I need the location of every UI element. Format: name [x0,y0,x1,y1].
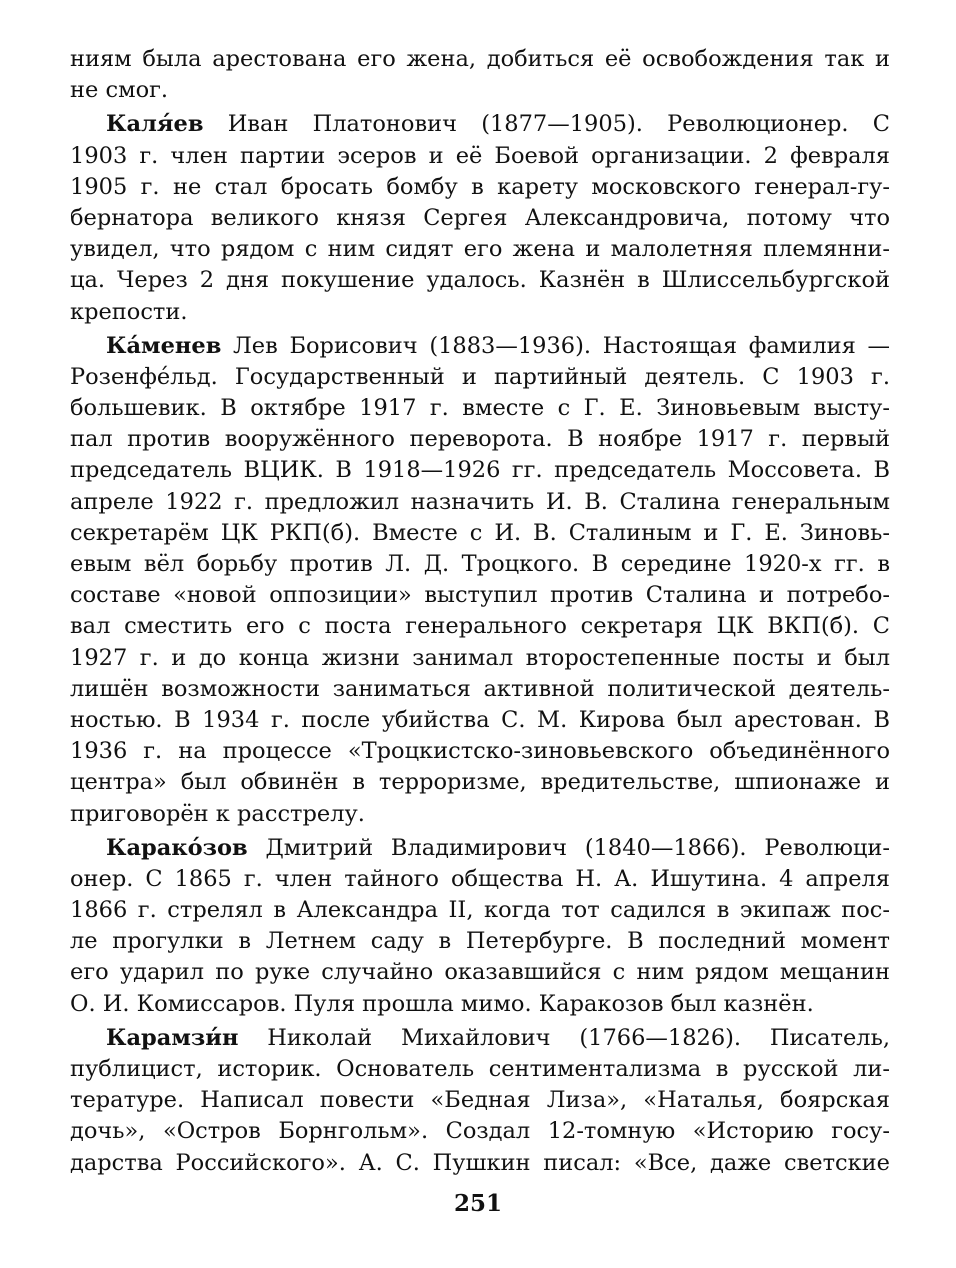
text-line: ниям была арестована его жена, добиться её освобождения так и [70,46,890,72]
entry-karakozov [70,833,890,1020]
text-line: 1927 г. и до конца жизни занимал второстепенные посты и был [70,644,890,671]
text-line: составе «новой оппозиции» выступил против Сталина и потребо- [70,582,890,609]
entry-headword: Карако́зов [106,834,248,861]
text-line: тературе. Написал повести «Бедная Лиза», «Наталья, боярская [70,1087,890,1114]
entry-kamenev [70,331,890,830]
text-line: центра» был обвинён в терроризме, вредительстве, шпионаже и [70,769,890,796]
text-line: онер. С 1865 г. член тайного общества Н. А. Ишутина. 4 апреля [70,865,890,892]
text-line: дарства Российского». А. С. Пушкин писал: «Все, даже светские [70,1149,890,1176]
text-block [70,44,890,1179]
entry-headword: Каля́ев [106,111,204,138]
text-line: секретарём ЦК РКП(б). Вместе с И. В. Сталиным и Г. Е. Зиновь- [70,519,890,546]
text-line: 1866 г. стрелял в Александра II, когда тот садился в экипаж пос- [70,897,890,924]
text-line: ностью. В 1934 г. после убийства С. М. Кирова был арестован. В [70,706,890,733]
text-line: ле прогулки в Летнем саду в Петербурге. В последний момент [70,928,890,955]
text-line: публицист, историк. Основатель сентиментализма в русской ли- [70,1056,890,1082]
text-line: Розенфе́льд. Государственный и партийный деятель. С 1903 г. [70,363,890,390]
paragraph-continuation [70,44,890,106]
entry-text: Лев Борисович (1883—1936). Настоящая фамилия — [221,332,890,359]
text-line: пал против вооружённого переворота. В ноябре 1917 г. первый [70,426,890,453]
text-line: лишён возможности заниматься активной политической деятель- [70,675,890,702]
text-line: О. И. Комиссаров. Пуля прошла мимо. Каракозов был казнён. [70,990,814,1017]
text-line [70,109,890,140]
page-number: 251 [453,1190,502,1217]
text-line: не смог. [70,77,169,104]
text-line: его ударил по руке случайно оказавшийся с ним рядом мещанин [70,959,890,986]
text-line: 1903 г. член партии эсеров и её Боевой организации. 2 февраля [70,142,890,169]
text-line: приговорён к расстрелу. [70,800,365,827]
text-line: евым вёл борьбу против Л. Д. Троцкого. В середине 1920-х гг. в [70,551,890,577]
text-line: апреле 1922 г. предложил назначить И. В. Сталина генеральным [70,488,890,515]
text-line: 1905 г. не стал бросать бомбу в карету московского генерал-гу- [70,173,890,200]
text-line: увидел, что рядом с ним сидят его жена и малолетняя племянни- [70,236,890,263]
text-line: крепости. [70,298,188,325]
entry-text: Иван Платонович (1877—1905). Революционер. С [203,111,890,138]
text-line [70,331,890,362]
entry-headword: Ка́менев [106,332,222,359]
text-line: ца. Через 2 дня покушение удалось. Казнён в Шлиссельбургской [70,267,890,294]
entry-kalyaev [70,109,890,327]
text-line [70,1023,890,1054]
entry-headword: Карамзи́н [106,1024,239,1051]
text-line: 1936 г. на процессе «Троцкистско-зиновьевского объединённого [70,738,890,765]
text-line [70,833,890,864]
entry-karamzin [70,1023,890,1179]
text-line: большевик. В октябре 1917 г. вместе с Г. Е. Зиновьевым высту- [70,395,890,422]
entry-text: Николай Михайлович (1766—1826). Писатель, [238,1024,890,1051]
text-line: председатель ВЦИК. В 1918—1926 гг. председатель Моссовета. В [70,457,890,484]
text-line: вал сместить его с поста генерального секретаря ЦК ВКП(б). С [70,613,890,640]
text-line: бернатора великого князя Сергея Александровича, потому что [70,204,890,231]
text-line: дочь», «Остров Борнгольм». Создал 12-томную «Историю госу- [70,1118,890,1145]
entry-text: Дмитрий Владимирович (1840—1866). Революци- [247,834,890,861]
